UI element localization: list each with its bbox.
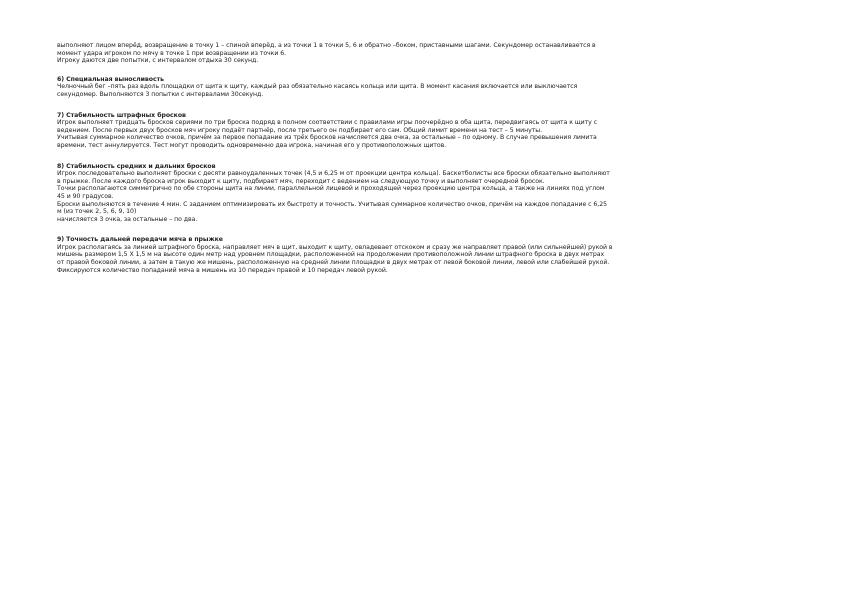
text-line: секундомер. Выполняются 3 попытки с интервалами 30секунд. [57,90,264,98]
text-line: от правой боковой линии, а затем в такую же мишень, расположенную на средней линии площадки в двух метрах от левой боковой линии, левой или слабейшей рукой. [57,259,610,267]
text-line: Точки располагаются симметрично по обе стороны щита на линии, параллельной лицевой и проходящей через проекцию центра кольца, а также на линиях под углом [57,185,605,193]
text-line: м (из точек 2, 5, 6, 9, 10) [57,208,137,216]
document-page [57,42,769,284]
text-line: времени, тест аннулируется. Тест могут проводить одновременно два игрока, начиная его у противоположных щитов. [57,141,447,149]
text-line: Учитывая суммарное количество очков, причём за первое попадание из трёх бросков начисляется два очка, за остальные – по одному. В случае превышения лимита [57,134,597,142]
section-special-endurance [57,76,769,99]
section-heading: 6) Специальная выносливость [57,75,164,83]
text-line: Челночный бег –пять раз вдоль площадки от щита к щиту, каждый раз обязательно касаясь кольца или щита. В момент касания включается или выключается [57,83,578,91]
text-line: мишень размером 1,5 Х 1,5 м на высоте один метр над уровнем площадки, расположенной на продолжении противоположной линии штрафного броска в двух метрах [57,251,605,259]
section-mid-long-throws [57,163,769,224]
text-line: Игроку даются две попытки, с интервалом отдыха 30 секунд. [57,57,259,65]
text-line: Броски выполняются в течение 4 мин. С заданием оптимизировать их быстроту и точность. Учитывая суммарное количество очков, причём на каждое попадание с 6,25 [57,200,607,208]
section-heading: 8) Стабильность средних и дальних бросков [57,162,216,170]
text-line: 45 и 90 градусов. [57,192,114,200]
section-heading: 9) Точность дальней передачи мяча в прыжке [57,236,223,244]
section-heading: 7) Стабильность штрафных бросков [57,111,186,119]
text-line: Игрок выполняет тридцать бросков сериями по три броска подряд в полном соответствии с правилами игры поочерёдно в оба щита, передвигаясь от щита к щиту с [57,119,598,127]
text-line: Фиксируются количество попаданий мяча в мишень из 10 передач правой и 10 передач левой рукой. [57,266,388,274]
text-line: выполняют лицом вперёд, возвращение в точку 1 – спиной вперёд, а из точки 1 в точки 5, 6 и обратно –боком, приставными шагами. Секундомер останавливается в [57,42,596,49]
text-line: начисляется 3 очка, за остальные – по два. [57,215,198,223]
text-line: в прыжке. После каждого броска игрок выходит к щиту, подбирает мяч, переходит с ведением на следующую точку и выполняет очередной бросок. [57,177,545,185]
text-line: ведением. После первых двух бросков мяч игроку подаёт партнёр, после третьего он подбирает его сам. Общий лимит времени на тест – 5 минуты. [57,126,543,134]
text-line: момент удара игроком по мячу в точке 1 при возвращении из точки 6. [57,49,287,57]
section-long-pass-accuracy [57,236,769,274]
section-free-throw-stability [57,112,769,150]
text-line: Игрок располагаясь за линией штрафного броска, направляет мяч в щит, выходит к щиту, овладевает отскоком и сразу же направляет правой (или сильнейшей) рукой в [57,243,613,251]
intro-paragraph [57,42,769,65]
text-line: Игрок последовательно выполняет броски с десяти равноудаленных точек (4,5 и 6,25 м от проекции центра кольца). Баскетболисты все броски обязательно выполняют [57,170,610,178]
